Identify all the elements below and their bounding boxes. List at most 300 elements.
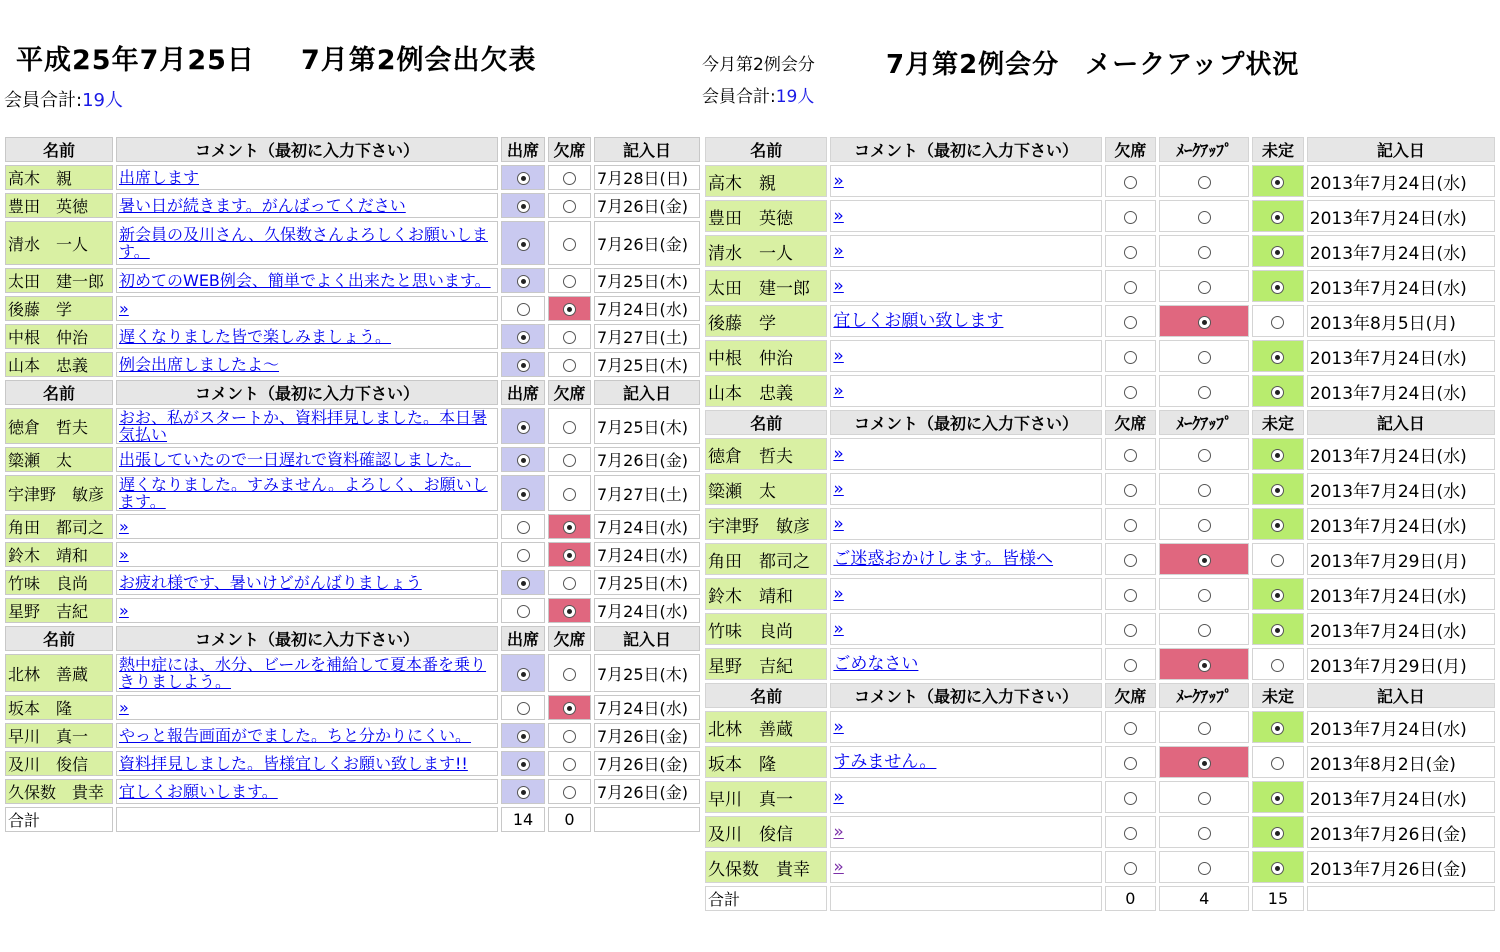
makeup-cell — [1159, 438, 1249, 470]
makeup-cell — [1159, 200, 1249, 232]
attend-radio[interactable] — [517, 454, 530, 467]
makeup-radio[interactable] — [1198, 722, 1211, 735]
entry-date: 7月26日(金) — [594, 221, 700, 265]
makeup-radio[interactable] — [1198, 176, 1211, 189]
page-title — [16, 38, 537, 77]
absent-radio[interactable] — [1124, 484, 1137, 497]
absent-radio[interactable] — [563, 668, 576, 681]
makeup-cell — [1159, 270, 1249, 302]
makeup-title: 7月第2例会分 メークアップ状況 — [886, 50, 1300, 80]
comment-link[interactable]: お疲れ様です、暑いけどがんばりましょう — [119, 573, 422, 592]
absent-radio[interactable] — [1124, 281, 1137, 294]
makeup-radio[interactable] — [1198, 659, 1211, 672]
attend-cell — [501, 475, 545, 511]
undecided-radio[interactable] — [1271, 862, 1284, 875]
absent-cell — [548, 352, 591, 377]
absent-radio[interactable] — [1124, 386, 1137, 399]
absent-radio[interactable] — [563, 238, 576, 251]
attend-radio[interactable] — [517, 238, 530, 251]
absent-radio[interactable] — [563, 331, 576, 344]
makeup-cell — [1159, 746, 1249, 778]
undecided-radio[interactable] — [1271, 554, 1284, 567]
comment-link[interactable]: 宜しくお願い致します — [833, 310, 1004, 331]
undecided-radio[interactable] — [1271, 519, 1284, 532]
makeup-radio[interactable] — [1198, 211, 1211, 224]
member-name: 後藤 学 — [5, 296, 113, 321]
table-row — [705, 438, 1495, 470]
member-name: 角田 都司之 — [5, 514, 113, 539]
comment-cell — [116, 654, 498, 692]
comment-link[interactable]: すみません。 — [833, 751, 937, 772]
absent-radio[interactable] — [563, 577, 576, 590]
absent-radio[interactable] — [563, 702, 576, 715]
totals-blank — [830, 886, 1101, 911]
undecided-radio[interactable] — [1271, 176, 1284, 189]
undecided-radio[interactable] — [1271, 827, 1284, 840]
undecided-radio[interactable] — [1271, 722, 1284, 735]
attend-cell — [501, 408, 545, 444]
header-name: 名前 — [5, 137, 113, 162]
attend-radio[interactable] — [517, 668, 530, 681]
absent-cell — [548, 221, 591, 265]
attend-radio[interactable] — [517, 577, 530, 590]
makeup-radio[interactable] — [1198, 554, 1211, 567]
header-absent: 欠席 — [1105, 683, 1157, 708]
makeup-cell — [1159, 578, 1249, 610]
member-name: 高木 親 — [705, 165, 827, 197]
table-row — [5, 165, 700, 190]
comment-cell — [830, 200, 1101, 232]
absent-radio[interactable] — [563, 303, 576, 316]
comment-link[interactable]: 暑い日が続きます。がんばってください — [119, 196, 406, 215]
header-date: 記入日 — [594, 137, 700, 162]
attend-radio[interactable] — [517, 549, 530, 562]
makeup-radio[interactable] — [1198, 351, 1211, 364]
header-name: 名前 — [705, 137, 827, 162]
undecided-radio[interactable] — [1271, 589, 1284, 602]
comment-link[interactable]: やっと報告画面がでました。ちと分かりにくい。 — [119, 726, 472, 745]
comment-link[interactable]: 資料拝見しました。皆様宜しくお願い致します!! — [119, 754, 468, 773]
entry-date: 7月26日(金) — [594, 751, 700, 776]
comment-cell — [116, 598, 498, 623]
entry-date: 2013年7月24日(水) — [1307, 613, 1495, 645]
table-row — [705, 340, 1495, 372]
undecided-radio[interactable] — [1271, 281, 1284, 294]
absent-radio[interactable] — [1124, 589, 1137, 602]
undecided-cell — [1252, 508, 1304, 540]
makeup-radio[interactable] — [1198, 757, 1211, 770]
makeup-radio[interactable] — [1198, 624, 1211, 637]
makeup-radio[interactable] — [1198, 862, 1211, 875]
table-row — [705, 305, 1495, 337]
undecided-radio[interactable] — [1271, 246, 1284, 259]
entry-date: 2013年7月24日(水) — [1307, 375, 1495, 407]
total-attend: 14 — [501, 807, 545, 832]
makeup-radio[interactable] — [1198, 246, 1211, 259]
undecided-radio[interactable] — [1271, 351, 1284, 364]
member-name: 豊田 英徳 — [5, 193, 113, 218]
makeup-cell — [1159, 508, 1249, 540]
entry-date: 7月26日(金) — [594, 779, 700, 804]
absent-cell — [548, 751, 591, 776]
header-row — [5, 626, 700, 651]
entry-date: 7月28日(日) — [594, 165, 700, 190]
member-total-value: 19人 — [775, 87, 815, 107]
entry-date: 2013年7月24日(水) — [1307, 165, 1495, 197]
comment-link[interactable]: 宜しくお願いします。 — [119, 782, 278, 801]
absent-radio[interactable] — [1124, 722, 1137, 735]
comment-cell — [830, 438, 1101, 470]
member-name: 高木 親 — [5, 165, 113, 190]
undecided-radio[interactable] — [1271, 316, 1284, 329]
entry-date: 7月24日(水) — [594, 695, 700, 720]
comment-link[interactable]: » — [833, 380, 844, 401]
member-name: 北林 善蔵 — [5, 654, 113, 692]
comment-cell — [116, 268, 498, 293]
attend-cell — [501, 598, 545, 623]
comment-link[interactable]: ご迷惑おかけします。皆様へ — [833, 548, 1054, 569]
entry-date: 2013年7月29日(月) — [1307, 543, 1495, 575]
undecided-cell — [1252, 851, 1304, 883]
member-name: 中根 仲治 — [5, 324, 113, 349]
absent-cell — [1105, 375, 1157, 407]
comment-cell — [116, 751, 498, 776]
member-name: 山本 忠義 — [5, 352, 113, 377]
totals-label: 合計 — [5, 807, 113, 832]
comment-link[interactable]: ごめなさい — [833, 653, 919, 674]
attend-cell — [501, 447, 545, 472]
attend-radio[interactable] — [517, 331, 530, 344]
absent-radio[interactable] — [1124, 211, 1137, 224]
member-name: 清水 一人 — [5, 221, 113, 265]
makeup-radio[interactable] — [1198, 589, 1211, 602]
absent-radio[interactable] — [1124, 792, 1137, 805]
undecided-radio[interactable] — [1271, 386, 1284, 399]
comment-cell — [830, 746, 1101, 778]
attend-radio[interactable] — [517, 730, 530, 743]
absent-radio[interactable] — [563, 605, 576, 618]
table-row — [705, 235, 1495, 267]
absent-radio[interactable] — [563, 200, 576, 213]
entry-date: 2013年7月24日(水) — [1307, 578, 1495, 610]
attend-cell — [501, 542, 545, 567]
table-row — [5, 296, 700, 321]
absent-radio[interactable] — [563, 172, 576, 185]
entry-date: 7月24日(水) — [594, 514, 700, 539]
undecided-cell — [1252, 235, 1304, 267]
attend-radio[interactable] — [517, 702, 530, 715]
attend-radio[interactable] — [517, 172, 530, 185]
table-row — [705, 543, 1495, 575]
comment-link[interactable]: » — [833, 716, 844, 737]
comment-link[interactable]: » — [833, 275, 844, 296]
entry-date: 2013年7月24日(水) — [1307, 200, 1495, 232]
makeup-radio[interactable] — [1198, 281, 1211, 294]
attend-radio[interactable] — [517, 275, 530, 288]
comment-link[interactable]: おお、私がスタートか、資料拝見しました。本日暑気払い — [119, 408, 488, 444]
entry-date: 7月26日(金) — [594, 447, 700, 472]
absent-radio[interactable] — [1124, 827, 1137, 840]
absent-radio[interactable] — [563, 521, 576, 534]
member-total-left: 会員合計:19人 — [4, 90, 123, 111]
absent-radio[interactable] — [1124, 862, 1137, 875]
undecided-cell — [1252, 375, 1304, 407]
attend-radio[interactable] — [517, 521, 530, 534]
absent-cell — [1105, 340, 1157, 372]
attend-radio[interactable] — [517, 303, 530, 316]
absent-radio[interactable] — [1124, 246, 1137, 259]
comment-cell — [116, 723, 498, 748]
table-row — [5, 352, 700, 377]
attend-cell — [501, 296, 545, 321]
absent-radio[interactable] — [563, 359, 576, 372]
undecided-radio[interactable] — [1271, 449, 1284, 462]
comment-link[interactable]: » — [833, 345, 844, 366]
entry-date: 2013年7月26日(金) — [1307, 816, 1495, 848]
comment-link[interactable]: 遅くなりました。すみません。よろしく、お願いします。 — [119, 475, 488, 511]
table-row — [5, 324, 700, 349]
absent-cell — [548, 779, 591, 804]
table-row — [5, 193, 700, 218]
comment-link[interactable]: 遅くなりました皆で楽しみましょう。 — [119, 327, 392, 346]
entry-date: 7月24日(水) — [594, 598, 700, 623]
undecided-radio[interactable] — [1271, 211, 1284, 224]
total-absent: 0 — [1105, 886, 1157, 911]
comment-link[interactable]: » — [833, 856, 844, 877]
attend-radio[interactable] — [517, 359, 530, 372]
meeting-title: 7月第2例会出欠表 — [300, 45, 537, 76]
makeup-cell — [1159, 816, 1249, 848]
member-name: 清水 一人 — [705, 235, 827, 267]
attend-radio[interactable] — [517, 786, 530, 799]
member-name: 竹味 良尚 — [705, 613, 827, 645]
totals-blank — [1307, 886, 1495, 911]
entry-date: 7月25日(木) — [594, 408, 700, 444]
header-attend: 出席 — [501, 626, 545, 651]
table-row — [5, 723, 700, 748]
absent-radio[interactable] — [563, 454, 576, 467]
comment-link[interactable]: » — [833, 583, 844, 604]
absent-radio[interactable] — [1124, 659, 1137, 672]
undecided-cell — [1252, 305, 1304, 337]
makeup-cell — [1159, 648, 1249, 680]
comment-cell — [830, 578, 1101, 610]
absent-radio[interactable] — [1124, 351, 1137, 364]
comment-cell — [830, 648, 1101, 680]
table-row — [705, 613, 1495, 645]
entry-date: 2013年7月24日(水) — [1307, 473, 1495, 505]
makeup-cell — [1159, 781, 1249, 813]
header-comment: コメント（最初に入力下さい） — [830, 410, 1101, 435]
table-row — [705, 473, 1495, 505]
comment-link[interactable]: 初めてのWEB例会、簡単でよく出来たと思います。 — [119, 271, 491, 290]
absent-cell — [548, 165, 591, 190]
table-row — [5, 598, 700, 623]
comment-cell — [830, 711, 1101, 743]
comment-link[interactable]: » — [833, 205, 844, 226]
undecided-radio[interactable] — [1271, 624, 1284, 637]
absent-cell — [548, 193, 591, 218]
member-name: 及川 俊信 — [705, 816, 827, 848]
entry-date: 7月27日(土) — [594, 324, 700, 349]
undecided-radio[interactable] — [1271, 757, 1284, 770]
comment-link[interactable]: » — [833, 513, 844, 534]
undecided-cell — [1252, 438, 1304, 470]
makeup-radio[interactable] — [1198, 449, 1211, 462]
header-row — [5, 380, 700, 405]
absent-radio[interactable] — [563, 488, 576, 501]
undecided-cell — [1252, 781, 1304, 813]
header-makeup: ﾒｰｸｱｯﾌﾟ — [1159, 410, 1249, 435]
undecided-radio[interactable] — [1271, 792, 1284, 805]
attend-radio[interactable] — [517, 488, 530, 501]
absent-cell — [1105, 270, 1157, 302]
comment-cell — [116, 296, 498, 321]
absent-radio[interactable] — [1124, 519, 1137, 532]
member-name: 及川 俊信 — [5, 751, 113, 776]
comment-link[interactable]: 出席します — [119, 168, 200, 187]
comment-link[interactable]: 例会出席しましたよ～ — [119, 355, 280, 374]
absent-radio[interactable] — [1124, 624, 1137, 637]
comment-link[interactable]: 熱中症には、水分、ビールを補給して夏本番を乗りきりましよう。 — [119, 655, 487, 691]
header-absent: 欠席 — [548, 380, 591, 405]
total-absent: 0 — [548, 807, 591, 832]
totals-blank — [116, 807, 498, 832]
member-total-value: 19人 — [82, 90, 123, 111]
member-name: 北林 善蔵 — [705, 711, 827, 743]
makeup-cell — [1159, 305, 1249, 337]
comment-link[interactable]: » — [119, 299, 129, 318]
comment-link[interactable]: 新会員の及川さん、久保数さんよろしくお願いします。 — [119, 225, 488, 261]
absent-radio[interactable] — [563, 730, 576, 743]
absent-cell — [548, 475, 591, 511]
comment-cell — [830, 781, 1101, 813]
comment-link[interactable]: » — [119, 698, 129, 717]
table-row — [705, 578, 1495, 610]
comment-cell — [830, 270, 1101, 302]
comment-cell — [830, 851, 1101, 883]
header-makeup: ﾒｰｸｱｯﾌﾟ — [1159, 137, 1249, 162]
makeup-radio[interactable] — [1198, 827, 1211, 840]
comment-link[interactable]: » — [833, 786, 844, 807]
makeup-radio[interactable] — [1198, 386, 1211, 399]
absent-cell — [548, 723, 591, 748]
undecided-cell — [1252, 578, 1304, 610]
entry-date: 2013年7月24日(水) — [1307, 340, 1495, 372]
table-row — [705, 746, 1495, 778]
table-row — [5, 408, 700, 444]
member-name: 山本 忠義 — [705, 375, 827, 407]
comment-link[interactable]: » — [833, 240, 844, 261]
header-name: 名前 — [705, 410, 827, 435]
member-name: 徳倉 哲夫 — [705, 438, 827, 470]
makeup-radio[interactable] — [1198, 316, 1211, 329]
absent-cell — [548, 268, 591, 293]
undecided-radio[interactable] — [1271, 484, 1284, 497]
member-name: 久保数 貴幸 — [705, 851, 827, 883]
header-comment: コメント（最初に入力下さい） — [116, 380, 498, 405]
absent-cell — [1105, 648, 1157, 680]
attend-radio[interactable] — [517, 421, 530, 434]
comment-cell — [116, 779, 498, 804]
header-date: 記入日 — [1307, 137, 1495, 162]
absent-cell — [548, 654, 591, 692]
absent-radio[interactable] — [1124, 316, 1137, 329]
member-name: 鈴木 靖和 — [705, 578, 827, 610]
comment-link[interactable]: » — [833, 478, 844, 499]
makeup-cell — [1159, 543, 1249, 575]
absent-radio[interactable] — [563, 758, 576, 771]
member-name: 星野 吉紀 — [5, 598, 113, 623]
header-comment: コメント（最初に入力下さい） — [116, 137, 498, 162]
attend-radio[interactable] — [517, 758, 530, 771]
attend-radio[interactable] — [517, 200, 530, 213]
comment-link[interactable]: 出張していたので一日遅れで資料確認しました。 — [119, 450, 472, 469]
comment-cell — [116, 324, 498, 349]
comment-cell — [830, 543, 1101, 575]
absent-radio[interactable] — [563, 786, 576, 799]
member-name: 太田 建一郎 — [705, 270, 827, 302]
undecided-cell — [1252, 473, 1304, 505]
header-comment: コメント（最初に入力下さい） — [116, 626, 498, 651]
comment-link[interactable]: » — [833, 821, 844, 842]
absent-radio[interactable] — [1124, 449, 1137, 462]
makeup-table — [702, 134, 1498, 914]
absent-radio[interactable] — [563, 421, 576, 434]
entry-date: 7月24日(水) — [594, 296, 700, 321]
makeup-cell — [1159, 851, 1249, 883]
member-name: 後藤 学 — [705, 305, 827, 337]
comment-link[interactable]: » — [833, 170, 844, 191]
member-name: 簗瀬 太 — [705, 473, 827, 505]
makeup-radio[interactable] — [1198, 484, 1211, 497]
comment-link[interactable]: » — [119, 545, 129, 564]
makeup-radio[interactable] — [1198, 519, 1211, 532]
header-name: 名前 — [705, 683, 827, 708]
header-name: 名前 — [5, 626, 113, 651]
comment-cell — [116, 542, 498, 567]
attend-radio[interactable] — [517, 605, 530, 618]
makeup-cell — [1159, 375, 1249, 407]
comment-link[interactable]: » — [833, 443, 844, 464]
absent-cell — [1105, 851, 1157, 883]
table-row — [5, 514, 700, 539]
entry-date: 7月25日(木) — [594, 352, 700, 377]
absent-cell — [1105, 543, 1157, 575]
undecided-radio[interactable] — [1271, 659, 1284, 672]
absent-radio[interactable] — [1124, 757, 1137, 770]
absent-cell — [1105, 711, 1157, 743]
comment-link[interactable]: » — [119, 517, 129, 536]
comment-link[interactable]: » — [833, 618, 844, 639]
undecided-cell — [1252, 613, 1304, 645]
absent-radio[interactable] — [563, 549, 576, 562]
member-name: 簗瀬 太 — [5, 447, 113, 472]
absent-radio[interactable] — [1124, 554, 1137, 567]
entry-date: 2013年7月24日(水) — [1307, 438, 1495, 470]
absent-radio[interactable] — [1124, 176, 1137, 189]
comment-link[interactable]: » — [119, 601, 129, 620]
absent-radio[interactable] — [563, 275, 576, 288]
total-makeup: 4 — [1159, 886, 1249, 911]
entry-date: 7月25日(木) — [594, 268, 700, 293]
absent-cell — [1105, 235, 1157, 267]
table-row — [5, 475, 700, 511]
attend-cell — [501, 221, 545, 265]
header-absent: 欠席 — [548, 626, 591, 651]
makeup-radio[interactable] — [1198, 792, 1211, 805]
totals-blank — [594, 807, 700, 832]
